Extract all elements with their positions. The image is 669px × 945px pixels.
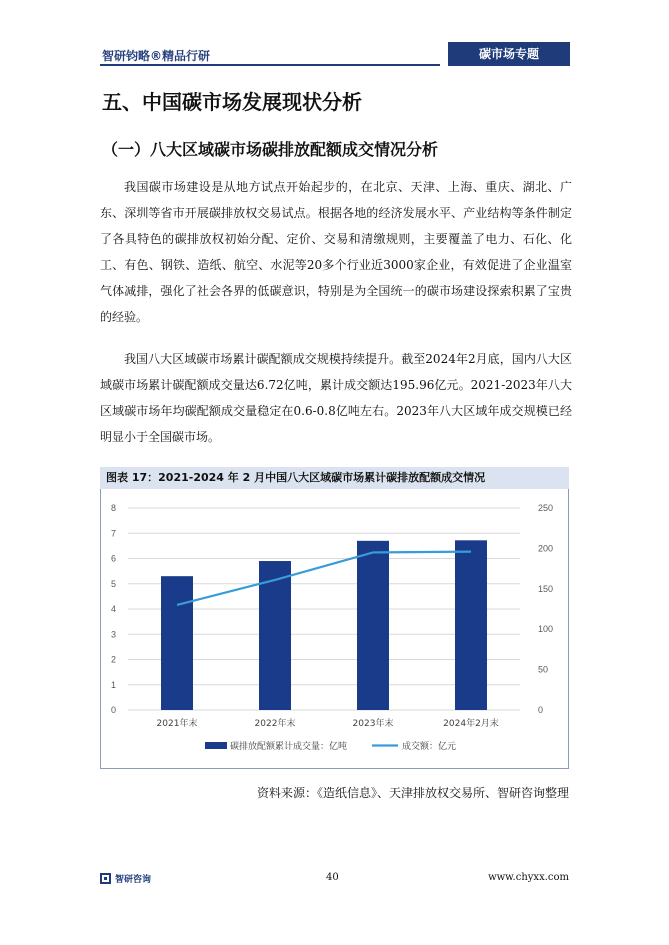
y-right-tick-label: 150 xyxy=(538,583,554,594)
figure-caption: 图表 17：2021-2024 年 2 月中国八大区域碳市场累计碳排放配额成交情况 xyxy=(100,467,569,489)
bar xyxy=(357,541,389,710)
y-right-tick-label: 250 xyxy=(538,503,554,513)
paragraph-2: 我国八大区域碳市场累计碳配额成交规模持续提升。截至2024年2月底，国内八大区域碳市场累计碳配额成交量达6.72亿吨，累计成交额达195.96亿元。2021-2023年八大区域碳市场年均碳配额成交量稳定在0.6-0.8亿吨左右。2023年八大区域年成交规模已经明显小于全国碳市场。 xyxy=(100,352,572,444)
legend-label-line: 成交额：亿元 xyxy=(402,742,457,752)
legend-swatch-bar xyxy=(205,742,227,749)
bar xyxy=(455,540,487,710)
y-left-tick-label: 4 xyxy=(110,604,116,614)
x-tick-label: 2023年末 xyxy=(352,719,394,729)
x-tick-label: 2022年末 xyxy=(254,719,296,729)
footer-url: www.chyxx.com xyxy=(488,872,569,883)
y-left-tick-label: 1 xyxy=(110,679,116,690)
combo-chart xyxy=(100,490,569,768)
footer-logo-text: 智研咨询 xyxy=(115,875,152,885)
y-left-tick-label: 2 xyxy=(110,654,116,665)
header-topic-badge: 碳市场专题 xyxy=(448,42,570,66)
y-right-tick-label: 200 xyxy=(538,543,554,554)
header-divider xyxy=(100,64,440,66)
y-right-tick-label: 100 xyxy=(538,624,554,635)
bar xyxy=(161,576,193,710)
x-tick-label: 2024年2月末 xyxy=(443,719,499,729)
footer-logo xyxy=(100,872,151,885)
page-number: 40 xyxy=(326,872,339,883)
company-logo-icon xyxy=(100,873,111,884)
y-left-tick-label: 5 xyxy=(110,578,116,589)
series-line xyxy=(177,552,471,605)
y-right-tick-label: 50 xyxy=(538,664,549,675)
section-title: 五、中国碳市场发展现状分析 xyxy=(102,90,362,114)
subsection-title: （一）八大区域碳市场碳排放配额成交情况分析 xyxy=(102,140,439,159)
y-left-tick-label: 8 xyxy=(110,503,116,513)
y-left-tick-label: 6 xyxy=(110,553,116,564)
header-brand: 智研钧略®精品行研 xyxy=(102,49,211,63)
y-right-tick-label: 0 xyxy=(538,705,544,715)
legend-label-bar: 碳排放配额累计成交量：亿吨 xyxy=(230,742,348,752)
x-tick-label: 2021年末 xyxy=(156,719,198,729)
y-left-tick-label: 7 xyxy=(110,528,116,539)
figure-source: 资料来源：《造纸信息》、天津排放权交易所、智研咨询整理 xyxy=(256,786,569,800)
y-left-tick-label: 3 xyxy=(110,629,116,640)
paragraph-1: 我国碳市场建设是从地方试点开始起步的，在北京、天津、上海、重庆、湖北、广东、深圳等省市开展碳排放权交易试点。根据各地的经济发展水平、产业结构等条件制定了各具特色的碳排放权初始分配、定价、交易和清缴规则，主要覆盖了电力、石化、化工、有色、钢铁、造纸、航空、水泥等20多个行业近3000家企业，有效促进了企业温室气体减排，强化了社会各界的低碳意识，特别是为全国统一的碳市场建设探索积累了宝贵的经验。 xyxy=(100,180,572,324)
y-left-tick-label: 0 xyxy=(110,705,116,715)
